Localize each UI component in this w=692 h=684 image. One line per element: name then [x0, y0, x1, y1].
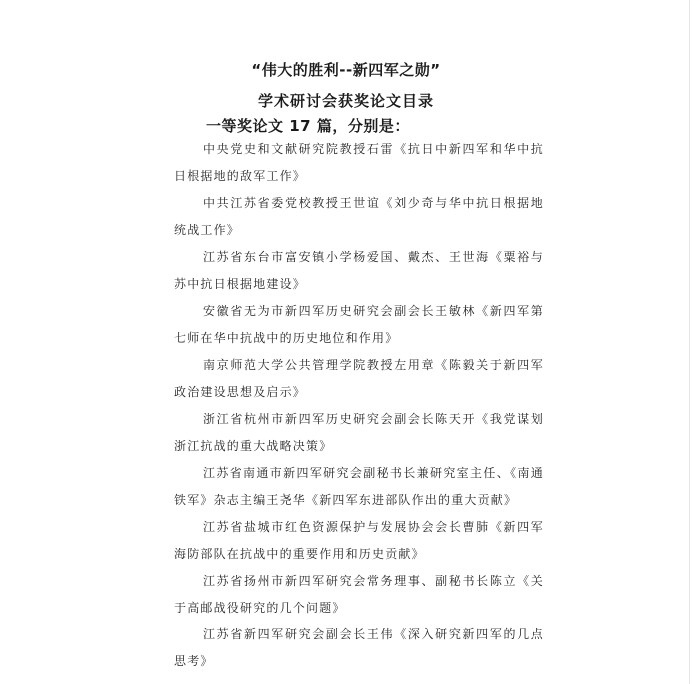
list-item: 浙江省杭州市新四军历史研究会副会长陈天开《我党谋划浙江抗战的重大战略决策》 — [174, 412, 544, 453]
document-title: “伟大的胜利--新四军之勋” — [251, 61, 441, 79]
document-subtitle: 学术研讨会获奖论文目录 — [257, 92, 434, 110]
award-paper-list — [174, 136, 544, 675]
list-item: 江苏省盐城市红色资源保护与发展协会会长曹肺《新四军海防部队在抗战中的重要作用和历史贡献》 — [174, 520, 544, 561]
section-heading: 一等奖论文 17 篇，分别是： — [206, 117, 410, 135]
list-item: 江苏省南通市新四军研究会副秘书长兼研究室主任、《南通铁军》杂志主编王尧华《新四军东进部队作出的重大贡献》 — [174, 466, 544, 507]
list-item: 江苏省新四军研究会副会长王伟《深入研究新四军的几点思考》 — [174, 627, 544, 668]
list-item: 南京师范大学公共管理学院教授左用章《陈毅关于新四军政治建设思想及启示》 — [174, 358, 544, 399]
list-item: 中共江苏省委党校教授王世谊《刘少奇与华中抗日根据地统战工作》 — [174, 196, 544, 237]
list-item: 安徽省无为市新四军历史研究会副会长王敏林《新四军第七师在华中抗战中的历史地位和作用》 — [174, 304, 544, 345]
list-item: 江苏省东台市富安镇小学杨爱国、戴杰、王世海《粟裕与苏中抗日根据地建设》 — [174, 250, 544, 291]
list-item: 江苏省扬州市新四军研究会常务理事、副秘书长陈立《关于高邮战役研究的几个问题》 — [174, 574, 544, 615]
list-item: 中央党史和文献研究院教授石雷《抗日中新四军和华中抗日根据地的敌军工作》 — [174, 142, 544, 183]
